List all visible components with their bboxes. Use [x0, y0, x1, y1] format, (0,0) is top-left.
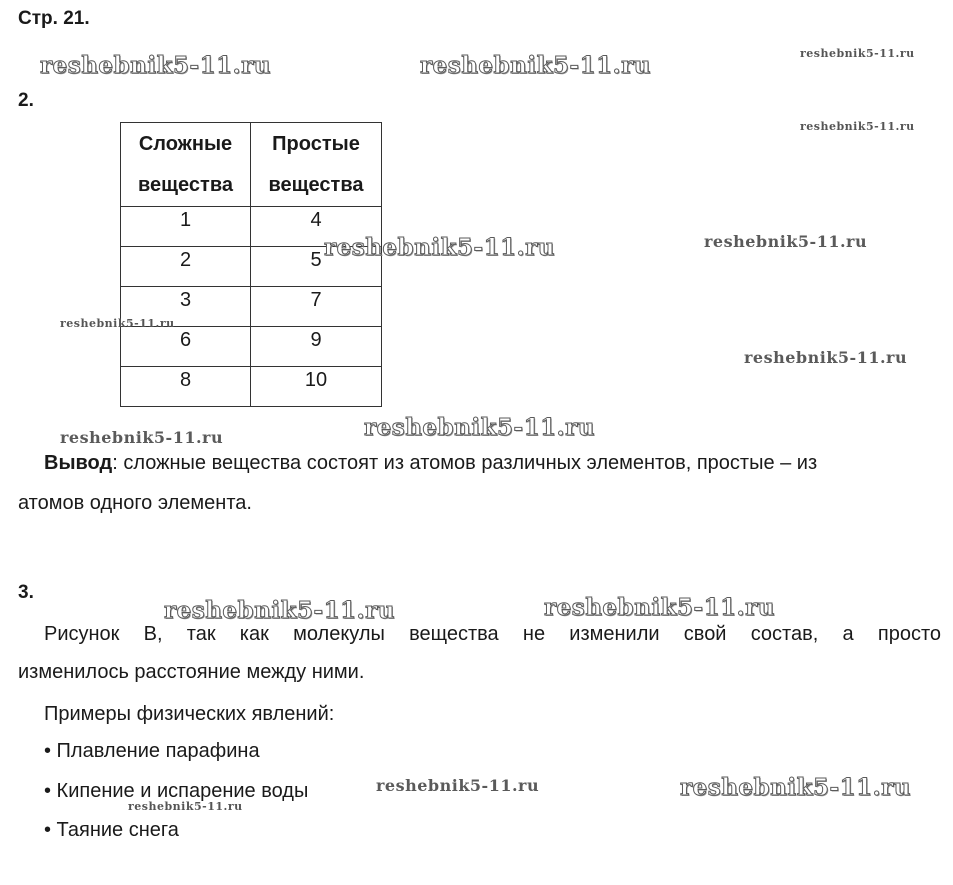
table-row — [121, 367, 382, 407]
task-3-number: 3. — [18, 582, 34, 603]
table-header-row — [121, 123, 382, 207]
watermark: reshebnik5-11.ru — [544, 594, 775, 621]
watermark: reshebnik5-11.ru — [744, 348, 908, 367]
header-line: вещества — [268, 173, 364, 196]
table-cell: 8 — [121, 367, 251, 407]
table-cell: 4 — [251, 207, 382, 247]
watermark: reshebnik5-11.ru — [364, 414, 595, 441]
table-cell: 5 — [251, 247, 382, 287]
watermark: reshebnik5-11.ru — [800, 47, 915, 60]
header-line: вещества — [138, 173, 233, 196]
watermark: reshebnik5-11.ru — [680, 774, 911, 801]
watermark: reshebnik5-11.ru — [704, 232, 868, 251]
header-line: Простые — [272, 132, 360, 155]
list-item: • Таяние снега — [44, 819, 179, 841]
table-cell: 1 — [121, 207, 251, 247]
list-item: • Кипение и испарение воды — [44, 780, 309, 802]
answer-line-2: изменилось расстояние между ними. — [18, 661, 365, 683]
watermark: reshebnik5-11.ru — [60, 317, 175, 330]
conclusion-line-2: атомов одного элемента. — [18, 492, 252, 514]
header-simple-substances — [251, 123, 382, 207]
table-cell: 10 — [251, 367, 382, 407]
table-cell: 6 — [121, 327, 251, 367]
watermark: reshebnik5-11.ru — [420, 52, 651, 79]
examples-heading: Примеры физических явлений: — [44, 703, 335, 725]
conclusion-label: Вывод — [44, 452, 113, 474]
task-2-number: 2. — [18, 90, 34, 111]
watermark: reshebnik5-11.ru — [324, 234, 555, 261]
watermark: reshebnik5-11.ru — [60, 428, 224, 447]
watermark: reshebnik5-11.ru — [40, 52, 271, 79]
table-cell: 7 — [251, 287, 382, 327]
watermark: reshebnik5-11.ru — [164, 597, 395, 624]
substances-table — [120, 122, 382, 407]
list-item: • Плавление парафина — [44, 740, 260, 762]
header-line: Сложные — [138, 132, 233, 155]
table-cell: 3 — [121, 287, 251, 327]
watermark: reshebnik5-11.ru — [800, 120, 915, 133]
table-cell: 2 — [121, 247, 251, 287]
table-cell: 9 — [251, 327, 382, 367]
table-row — [121, 327, 382, 367]
watermark: reshebnik5-11.ru — [128, 800, 243, 813]
conclusion-line-1 — [44, 451, 817, 475]
watermark: reshebnik5-11.ru — [376, 776, 540, 795]
header-complex-substances — [121, 123, 251, 207]
page-title: Стр. 21. — [18, 8, 90, 29]
answer-line-1: Рисунок В, так как молекулы вещества не изменили свой состав, а просто — [44, 623, 941, 645]
conclusion-text: : сложные вещества состоят из атомов различных элементов, простые – из — [112, 452, 818, 474]
